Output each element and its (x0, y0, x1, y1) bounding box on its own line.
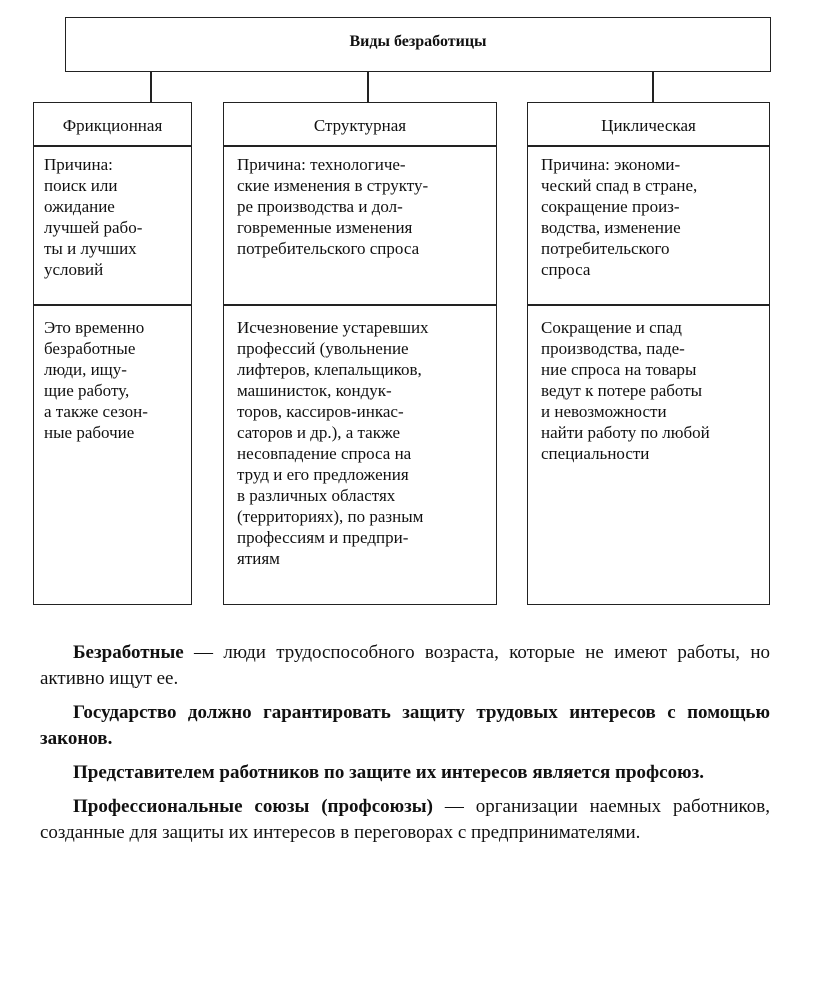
connector-left (150, 71, 152, 103)
paragraph-text: — люди трудоспособного возраста, которые не имеют работы, но активно ищут ее. (40, 642, 770, 689)
column-frictional-description: Это временно безработные люди, ищу- щие работу, а также сезон- ные рабочие (44, 318, 148, 442)
divider (34, 145, 191, 147)
connector-mid (367, 71, 369, 103)
column-frictional-header: Фрикционная (62, 116, 163, 135)
paragraph-unions (40, 794, 770, 846)
column-cyclical-description: Сокращение и спад производства, паде- ние спроса на товары ведут к потере работы и невозможности найти работу по любой специальности (541, 318, 710, 463)
paragraph-bold: Безработные (73, 642, 184, 663)
divider (528, 304, 769, 306)
paragraph-bold: Государство должно гарантировать защиту трудовых интересов с помощью законов. (40, 702, 770, 749)
paragraph-bold: Профессиональные союзы (профсоюзы) (73, 796, 433, 817)
paragraph-state (40, 700, 770, 752)
column-structural-header: Структурная (313, 116, 407, 135)
column-frictional-cause: Причина: поиск или ожидание лучшей рабо- ты и лучших условий (44, 155, 143, 279)
divider (528, 145, 769, 147)
column-cyclical-cause: Причина: экономи- ческий спад в стране, сокращение произ- водства, изменение потребительского спроса (541, 155, 698, 279)
column-structural (223, 102, 497, 605)
diagram-title-box (65, 17, 771, 72)
column-cyclical (527, 102, 770, 605)
paragraph-unemployed (40, 640, 770, 692)
paragraph-representative (40, 760, 770, 786)
divider (224, 145, 496, 147)
connector-right (652, 71, 654, 103)
column-structural-cause: Причина: технологиче- ские изменения в структу- ре производства и дол- говременные изменения потребительского спроса (237, 155, 429, 258)
divider (34, 304, 191, 306)
column-frictional (33, 102, 192, 605)
column-cyclical-header: Циклическая (601, 116, 696, 135)
diagram-title: Виды безработицы (349, 33, 487, 50)
paragraph-text: — организации наемных работников, созданные для защиты их интересов в переговорах с предпринимателями. (40, 796, 770, 843)
paragraph-bold: Представителем работников по защите их интересов является профсоюз. (73, 762, 705, 783)
divider (224, 304, 496, 306)
column-structural-description: Исчезновение устаревших профессий (увольнение лифтеров, клепальщиков, машинисток, кондук- торов, кассиров-инкас- саторов и др.), а также несовпадение спроса на труд и его предложения в различных областях (территориях), по разным профессиям и предпри- ятиям (237, 318, 429, 568)
text-block (40, 640, 770, 846)
